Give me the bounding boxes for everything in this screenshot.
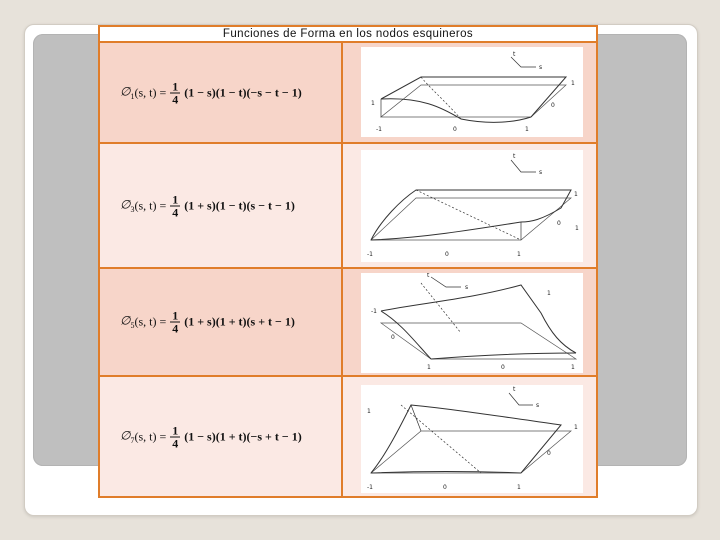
svg-text:-1: -1 (371, 308, 377, 315)
svg-text:-1: -1 (367, 484, 373, 491)
formula-cell (100, 43, 343, 142)
svg-text:-1: -1 (367, 251, 373, 258)
table-row (100, 43, 596, 142)
svg-text:t: t (513, 386, 516, 393)
table-row (100, 375, 596, 496)
svg-text:1: 1 (574, 424, 578, 431)
formula-args: (s, t) = (134, 314, 167, 329)
svg-text:0: 0 (551, 102, 555, 109)
surface-plot-svg (361, 47, 583, 137)
fraction: $\frac{1}{4}$ (172, 308, 179, 336)
svg-text:1: 1 (367, 408, 371, 415)
fraction: $\frac{1}{4}$ (172, 192, 179, 219)
phi-symbol: $\emptyset_1$ (120, 84, 135, 101)
surface-plot-svg (361, 150, 583, 262)
svg-text:0: 0 (453, 126, 457, 133)
table-title: Funciones de Forma en los nodos esquineros (100, 27, 596, 43)
axis-labels (367, 153, 579, 258)
svg-text:1: 1 (371, 100, 375, 107)
formula-product: (1 + s)(1 + t)(s + t − 1) (184, 314, 295, 329)
svg-text:0: 0 (501, 364, 505, 371)
graph-cell (343, 43, 596, 142)
graph-cell (343, 144, 596, 267)
surface-plot-svg (361, 385, 583, 493)
table-row (100, 267, 596, 375)
svg-text:1: 1 (517, 484, 521, 491)
graph-cell (343, 269, 596, 375)
svg-text:t: t (427, 273, 430, 279)
graph-cell (343, 377, 596, 496)
svg-text:s: s (539, 169, 543, 176)
phi-symbol: $\emptyset_5$ (120, 313, 135, 331)
formula-product: (1 + s)(1 − t)(s − t − 1) (184, 198, 295, 212)
shape-functions-table (98, 25, 598, 498)
surface-plot-phi3 (361, 150, 583, 262)
formula-phi7 (120, 424, 302, 449)
svg-text:1: 1 (574, 191, 578, 198)
svg-text:1: 1 (427, 364, 431, 371)
formula-args: (s, t) = (134, 85, 167, 99)
svg-text:t: t (513, 51, 516, 58)
fraction: $\frac{1}{4}$ (172, 423, 179, 450)
svg-text:s: s (465, 284, 469, 291)
svg-text:1: 1 (571, 364, 575, 371)
svg-text:1: 1 (525, 126, 529, 133)
surface-plot-phi7 (361, 385, 583, 493)
surface-plot-phi1 (361, 47, 583, 137)
formula-phi1 (120, 80, 302, 105)
fraction: $\frac{1}{4}$ (172, 79, 179, 106)
svg-text:t: t (513, 153, 516, 160)
formula-args: (s, t) = (134, 429, 167, 443)
svg-text:s: s (539, 64, 543, 71)
formula-cell (100, 377, 343, 496)
table-row (100, 142, 596, 267)
formula-cell (100, 269, 343, 375)
svg-text:0: 0 (445, 251, 449, 258)
svg-text:1: 1 (571, 80, 575, 87)
svg-text:0: 0 (443, 484, 447, 491)
svg-text:1: 1 (575, 225, 579, 232)
formula-args: (s, t) = (134, 198, 167, 212)
axis-labels (367, 386, 578, 491)
svg-text:1: 1 (517, 251, 521, 258)
svg-text:1: 1 (547, 290, 551, 297)
phi-symbol: $\emptyset_3$ (120, 197, 135, 214)
formula-product: (1 − s)(1 + t)(−s + t − 1) (184, 429, 302, 443)
formula-cell (100, 144, 343, 267)
svg-text:-1: -1 (376, 126, 382, 133)
formula-phi5 (120, 310, 295, 335)
phi-symbol: $\emptyset_7$ (120, 428, 135, 445)
svg-text:0: 0 (557, 220, 561, 227)
surface-plot-phi5 (361, 273, 583, 373)
svg-text:0: 0 (547, 450, 551, 457)
svg-text:s: s (536, 402, 540, 409)
formula-phi3 (120, 193, 295, 218)
formula-product: (1 − s)(1 − t)(−s − t − 1) (184, 85, 302, 99)
surface-plot-svg (361, 273, 583, 373)
svg-text:0: 0 (391, 334, 395, 341)
